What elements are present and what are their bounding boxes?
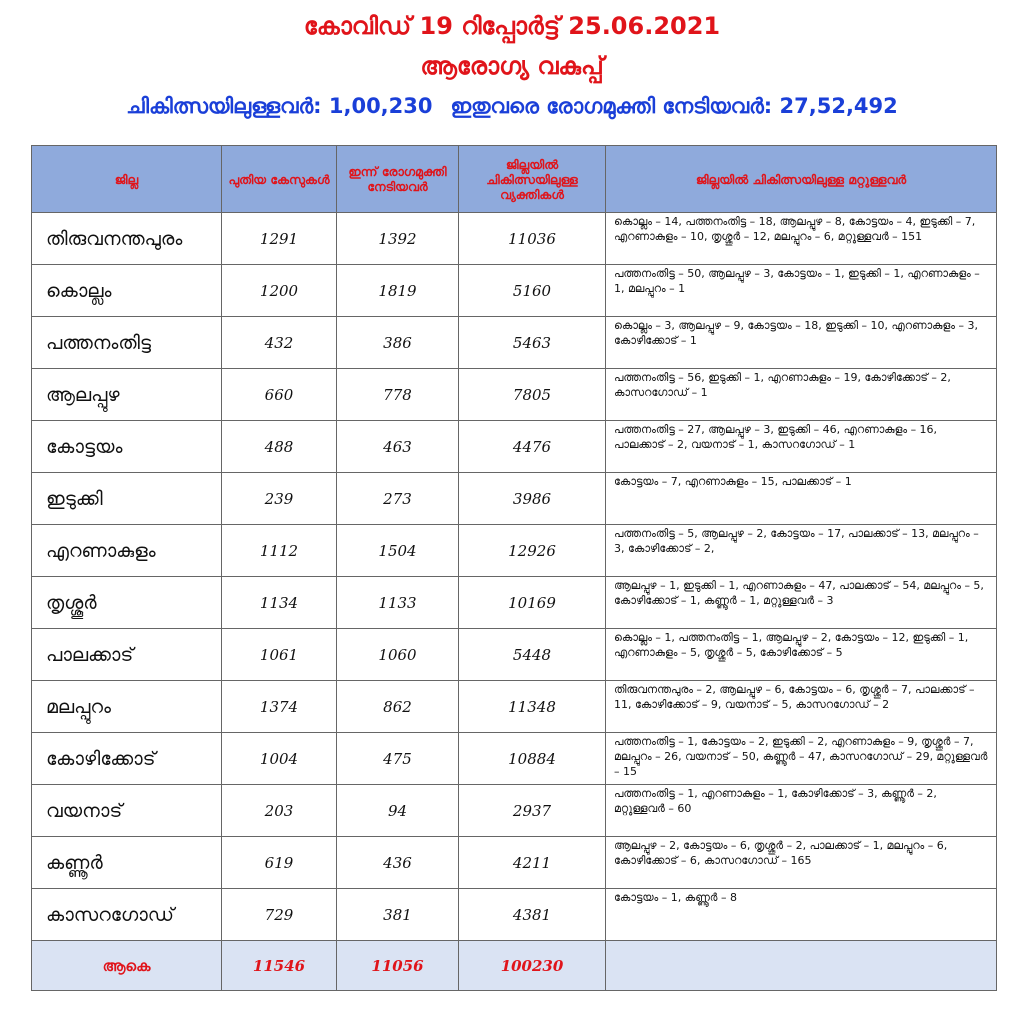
active-cases-cell: 2937 [459, 785, 606, 837]
total-others-empty [606, 941, 997, 991]
header-under-treatment: ജില്ലയിൽ ചികിത്സയിലുള്ള വ്യക്തികൾ [459, 146, 606, 213]
district-cell: കോഴിക്കോട് [32, 733, 222, 785]
recovered-cell: 475 [337, 733, 459, 785]
others-cell: കോട്ടയം – 1, കണ്ണൂർ – 8 [606, 889, 997, 941]
table-row [32, 369, 997, 421]
active-cases-cell: 10169 [459, 577, 606, 629]
header-recovered-today: ഇന്ന് രോഗമുക്തി നേടിയവർ [337, 146, 459, 213]
table-row [32, 733, 997, 785]
district-cell: മലപ്പുറം [32, 681, 222, 733]
district-cell: തിരുവനന്തപുരം [32, 213, 222, 265]
table-row [32, 681, 997, 733]
recovered-cell: 386 [337, 317, 459, 369]
new-cases-cell: 729 [222, 889, 337, 941]
district-cell: വയനാട് [32, 785, 222, 837]
others-cell: ആലപ്പുഴ – 1, ഇടുക്കി – 1, എറണാകുളം – 47, പാലക്കാട് – 54, മലപ്പുറം – 5, കോഴിക്കോട് – 1, കണ്ണൂർ – 1, മറ്റുള്ളവർ – 3 [606, 577, 997, 629]
total-label: ആകെ [32, 941, 222, 991]
under-treatment-summary: ചികിത്സയിലുള്ളവർ: 1,00,230 [126, 94, 433, 118]
district-cell: കോട്ടയം [32, 421, 222, 473]
total-new-cases: 11546 [222, 941, 337, 991]
table-body [32, 213, 997, 991]
summary-line [0, 94, 1024, 119]
recovered-cell: 273 [337, 473, 459, 525]
recovered-cell: 463 [337, 421, 459, 473]
new-cases-cell: 1134 [222, 577, 337, 629]
recovered-cell: 1133 [337, 577, 459, 629]
recovered-cell: 436 [337, 837, 459, 889]
others-cell: കൊല്ലം – 14, പത്തനംതിട്ട – 18, ആലപ്പുഴ – 8, കോട്ടയം – 4, ഇടുക്കി – 7, എറണാകുളം – 10, തൃശ്ശൂർ – 12, മലപ്പുറം – 6, മറ്റുള്ളവർ – 151 [606, 213, 997, 265]
recovered-cell: 1060 [337, 629, 459, 681]
new-cases-cell: 1061 [222, 629, 337, 681]
active-cases-cell: 5160 [459, 265, 606, 317]
table-row [32, 837, 997, 889]
recovered-cell: 778 [337, 369, 459, 421]
recovered-cell: 1504 [337, 525, 459, 577]
new-cases-cell: 1112 [222, 525, 337, 577]
others-cell: കോട്ടയം – 7, എറണാകുളം – 15, പാലക്കാട് – 1 [606, 473, 997, 525]
district-cell: തൃശ്ശൂർ [32, 577, 222, 629]
others-cell: പത്തനംതിട്ട – 1, കോട്ടയം – 2, ഇടുക്കി – 2, എറണാകുളം – 9, തൃശ്ശൂർ – 7, മലപ്പുറം – 26, വയനാട് – 50, കണ്ണൂർ – 47, കാസറഗോഡ് – 29, മറ്റുള്ളവർ – 15 [606, 733, 997, 785]
table-row [32, 421, 997, 473]
header-district: ജില്ല [32, 146, 222, 213]
header-others: ജില്ലയിൽ ചികിത്സയിലുള്ള മറ്റുള്ളവർ [606, 146, 997, 213]
recovered-cell: 94 [337, 785, 459, 837]
new-cases-cell: 1291 [222, 213, 337, 265]
total-recovered: 11056 [337, 941, 459, 991]
district-cell: ഇടുക്കി [32, 473, 222, 525]
district-cell: എറണാകുളം [32, 525, 222, 577]
district-cell: കൊല്ലം [32, 265, 222, 317]
new-cases-cell: 1004 [222, 733, 337, 785]
header-new-cases: പുതിയ കേസുകൾ [222, 146, 337, 213]
others-cell: കൊല്ലം – 1, പത്തനംതിട്ട – 1, ആലപ്പുഴ – 2, കോട്ടയം – 12, ഇടുക്കി – 1, എറണാകുളം – 5, തൃശ്ശൂർ – 5, കോഴിക്കോട് – 5 [606, 629, 997, 681]
table-row [32, 785, 997, 837]
recovered-cell: 862 [337, 681, 459, 733]
table-row [32, 889, 997, 941]
others-cell: പത്തനംതിട്ട – 27, ആലപ്പുഴ – 3, ഇടുക്കി – 46, എറണാകുളം – 16, പാലക്കാട് – 2, വയനാട് – 1, കാസറഗോഡ് – 1 [606, 421, 997, 473]
table-row [32, 265, 997, 317]
recovered-cell: 381 [337, 889, 459, 941]
district-cell: പത്തനംതിട്ട [32, 317, 222, 369]
new-cases-cell: 488 [222, 421, 337, 473]
active-cases-cell: 5463 [459, 317, 606, 369]
recovered-cell: 1819 [337, 265, 459, 317]
active-cases-cell: 4211 [459, 837, 606, 889]
active-cases-cell: 5448 [459, 629, 606, 681]
others-cell: പത്തനംതിട്ട – 5, ആലപ്പുഴ – 2, കോട്ടയം – 17, പാലക്കാട് – 13, മലപ്പുറം – 3, കോഴിക്കോട് – 2, [606, 525, 997, 577]
new-cases-cell: 203 [222, 785, 337, 837]
district-table [31, 145, 997, 991]
active-cases-cell: 11036 [459, 213, 606, 265]
table-header-row [32, 146, 997, 213]
others-cell: തിരുവനന്തപുരം – 2, ആലപ്പുഴ – 6, കോട്ടയം – 6, തൃശ്ശൂർ – 7, പാലക്കാട് – 11, കോഴിക്കോട് – 9, വയനാട് – 5, കാസറഗോഡ് – 2 [606, 681, 997, 733]
new-cases-cell: 660 [222, 369, 337, 421]
active-cases-cell: 12926 [459, 525, 606, 577]
table-row [32, 317, 997, 369]
others-cell: ആലപ്പുഴ – 2, കോട്ടയം – 6, തൃശ്ശൂർ – 2, പാലക്കാട് – 1, മലപ്പുറം – 6, കോഴിക്കോട് – 6, കാസറഗോഡ് – 165 [606, 837, 997, 889]
active-cases-cell: 4381 [459, 889, 606, 941]
total-active: 100230 [459, 941, 606, 991]
recovered-total-summary: ഇതുവരെ രോഗമുക്തി നേടിയവർ: 27,52,492 [450, 94, 898, 118]
active-cases-cell: 11348 [459, 681, 606, 733]
new-cases-cell: 239 [222, 473, 337, 525]
others-cell: പത്തനംതിട്ട – 50, ആലപ്പുഴ – 3, കോട്ടയം – 1, ഇടുക്കി – 1, എറണാകുളം – 1, മലപ്പുറം – 1 [606, 265, 997, 317]
others-cell: കൊല്ലം – 3, ആലപ്പുഴ – 9, കോട്ടയം – 18, ഇടുക്കി – 10, എറണാകുളം – 3, കോഴിക്കോട് – 1 [606, 317, 997, 369]
active-cases-cell: 3986 [459, 473, 606, 525]
others-cell: പത്തനംതിട്ട – 1, എറണാകുളം – 1, കോഴിക്കോട് – 3, കണ്ണൂർ – 2, മറ്റുള്ളവർ – 60 [606, 785, 997, 837]
district-cell: പാലക്കാട് [32, 629, 222, 681]
active-cases-cell: 7805 [459, 369, 606, 421]
new-cases-cell: 1200 [222, 265, 337, 317]
table-row [32, 525, 997, 577]
new-cases-cell: 1374 [222, 681, 337, 733]
district-cell: കാസറഗോഡ് [32, 889, 222, 941]
district-cell: ആലപ്പുഴ [32, 369, 222, 421]
district-cell: കണ്ണൂർ [32, 837, 222, 889]
table-row [32, 473, 997, 525]
table-row [32, 213, 997, 265]
new-cases-cell: 619 [222, 837, 337, 889]
table-row [32, 629, 997, 681]
report-subtitle: ആരോഗ്യ വകുപ്പ് [420, 52, 604, 80]
others-cell: പത്തനംതിട്ട – 56, ഇടുക്കി – 1, എറണാകുളം – 19, കോഴിക്കോട് – 2, കാസറഗോഡ് – 1 [606, 369, 997, 421]
total-row [32, 941, 997, 991]
table-row [32, 577, 997, 629]
active-cases-cell: 10884 [459, 733, 606, 785]
active-cases-cell: 4476 [459, 421, 606, 473]
new-cases-cell: 432 [222, 317, 337, 369]
report-title: കോവിഡ് 19 റിപ്പോർട്ട് 25.06.2021 [303, 12, 721, 40]
recovered-cell: 1392 [337, 213, 459, 265]
